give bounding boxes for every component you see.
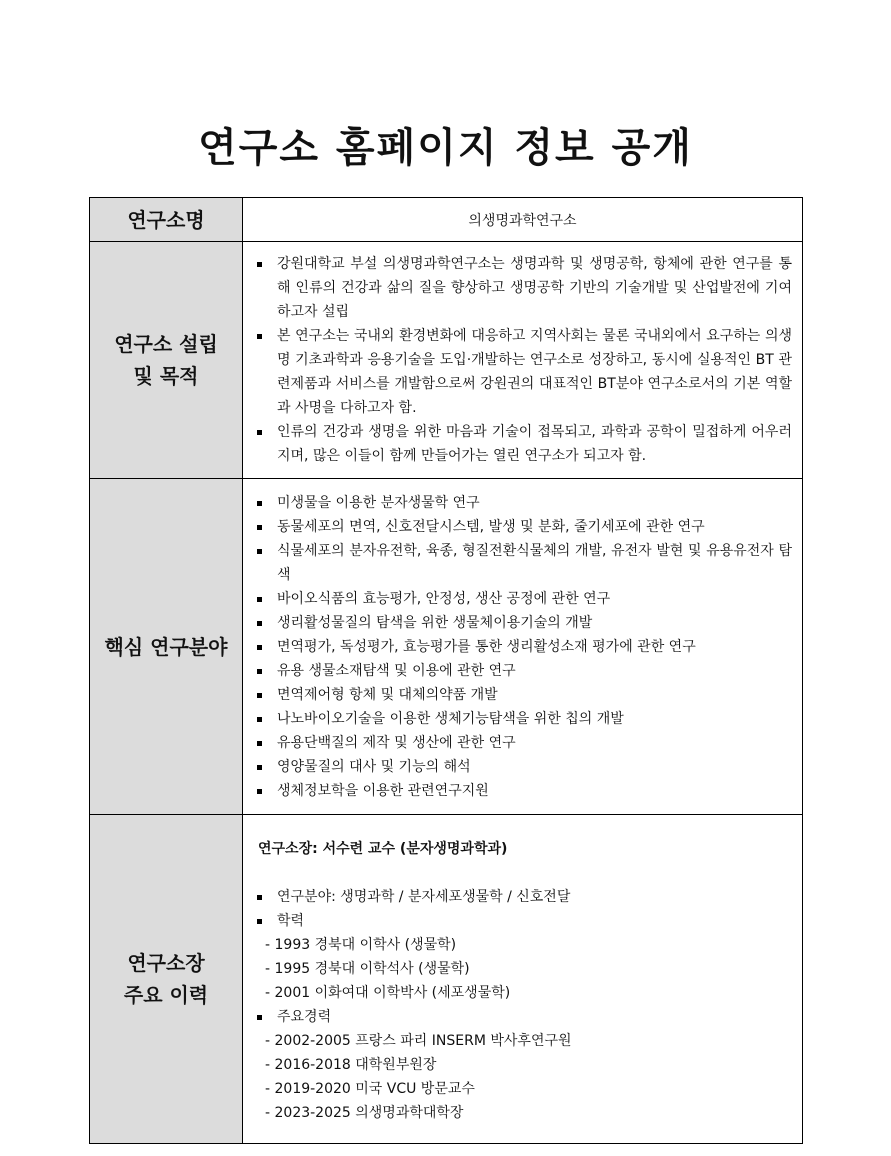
list-item: 영양물질의 대사 및 기능의 해석 [255,755,792,779]
education-entry: - 1995 경북대 이학석사 (생물학) [265,961,470,977]
career-entry: - 2016-2018 대학원부원장 [265,1057,437,1073]
career-entry: - 2002-2005 프랑스 파리 INSERM 박사후연구원 [265,1033,572,1049]
list-item: 미생물을 이용한 분자생물학 연구 [255,491,792,515]
fields-list [243,491,802,803]
career-entry: - 2019-2020 미국 VCU 방문교수 [265,1081,475,1097]
label-director [90,815,243,1144]
purpose-list [243,252,802,468]
list-item: 생체정보학을 이용한 관련연구지원 [255,779,792,803]
row-research-fields [90,479,803,815]
education-entry: - 2001 이화여대 이학박사 (세포생물학) [265,985,511,1001]
director-career-label: 주요경력 [255,1005,790,1029]
row-purpose [90,242,803,479]
list-item: 생리활성물질의 탐색을 위한 생물체이용기술의 개발 [255,611,792,635]
director-list [255,885,790,933]
list-item: 유용단백질의 제작 및 생산에 관한 연구 [255,731,792,755]
value-institute-name: 의생명과학연구소 [243,198,803,242]
row-institute-name [90,198,803,242]
career-entry: - 2023-2025 의생명과학대학장 [265,1105,464,1121]
list-item: 동물세포의 면역, 신호전달시스템, 발생 및 분화, 줄기세포에 관한 연구 [255,515,792,539]
document-title: 연구소 홈페이지 정보 공개 [198,125,693,171]
label-purpose [90,242,243,479]
list-item: 식물세포의 분자유전학, 육종, 형질전환식물체의 개발, 유전자 발현 및 유용유전자 탐색 [255,539,792,587]
label-institute-name: 연구소명 [90,198,243,242]
list-item: 나노바이오기술을 이용한 생체기능탐색을 위한 칩의 개발 [255,707,792,731]
director-profile [243,819,802,1139]
fields-content [243,479,803,815]
director-education-label: 학력 [255,909,790,933]
label-director-line2: 주요 이력 [123,983,209,1007]
list-item: 강원대학교 부설 의생명과학연구소는 생명과학 및 생명공학, 항체에 관한 연구를 통해 인류의 건강과 삶의 질을 향상하고 생명공학 기반의 기술개발 및 산업발전에 기여하고자 설립 [255,252,792,324]
list-item: 바이오식품의 효능평가, 안정성, 생산 공정에 관한 연구 [255,587,792,611]
list-item: 인류의 건강과 생명을 위한 마음과 기술이 접목되고, 과학과 공학이 밀접하게 어우러지며, 많은 이들이 함께 만들어가는 열린 연구소가 되고자 함. [255,420,792,468]
label-purpose-line2: 및 목적 [133,364,199,388]
list-item: 유용 생물소재탐색 및 이용에 관한 연구 [255,659,792,683]
purpose-content [243,242,803,479]
info-table [89,197,803,1144]
director-research-field: 연구분야: 생명과학 / 분자세포생물학 / 신호전달 [255,885,790,909]
education-entry: - 1993 경북대 이학사 (생물학) [265,937,457,953]
list-item: 면역평가, 독성평가, 효능평가를 통한 생리활성소재 평가에 관한 연구 [255,635,792,659]
row-director [90,815,803,1144]
director-heading: 연구소장: 서수련 교수 (분자생명과학과) [258,841,508,857]
director-content [243,815,803,1144]
label-director-line1: 연구소장 [127,951,205,975]
director-list-career [255,1005,790,1029]
label-purpose-line1: 연구소 설립 [114,332,218,356]
list-item: 면역제어형 항체 및 대체의약품 개발 [255,683,792,707]
list-item: 본 연구소는 국내외 환경변화에 대응하고 지역사회는 물론 국내외에서 요구하는 의생명 기초과학과 응용기술을 도입·개발하는 연구소로 성장하고, 동시에 실용적인 BT 관련제품과 서비스를 개발함으로써 강원권의 대표적인 BT분야 연구소로서의 기본 역할과 사명을 다하고자 함. [255,324,792,420]
label-research-fields: 핵심 연구분야 [90,479,243,815]
